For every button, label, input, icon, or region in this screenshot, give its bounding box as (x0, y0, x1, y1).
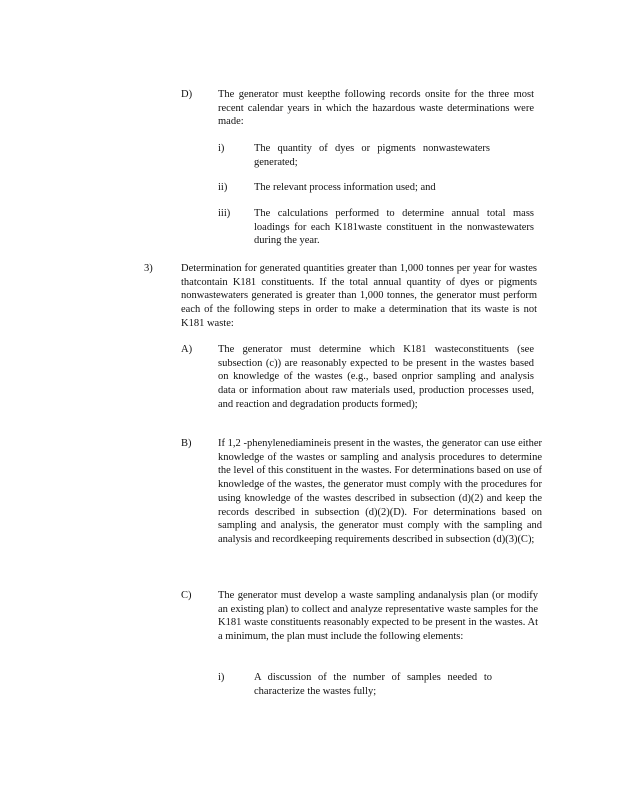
item-label-b: B) (181, 438, 192, 449)
item-text-c: The generator must develop a waste sampling andanalysis plan (or modify an existing plan) to collect and analyze representative waste samples for the K181 waste constituents reasonably expected to be present in the wastes. At a minimum, the plan must include the following elements: (218, 590, 538, 643)
item-label-d: D) (181, 89, 193, 100)
item-text-c-i: A discussion of the number of samples needed to characterize the wastes fully; (254, 672, 492, 697)
item-label-d-i: i) (218, 143, 225, 154)
item-label-d-iii: iii) (218, 208, 231, 219)
item-label-c-i: i) (218, 672, 225, 683)
section-label-3: 3) (144, 263, 153, 274)
item-text-d-i: The quantity of dyes or pigments nonwastewaters generated; (254, 143, 490, 168)
item-text-d: The generator must keepthe following records onsite for the three most recent calendar years in which the hazardous waste determinations were made: (218, 89, 534, 128)
item-label-c: C) (181, 590, 192, 601)
item-label-a: A) (181, 344, 193, 355)
item-text-b: If 1,2 -phenylenediamineis present in the wastes, the generator can use either knowledge of the wastes or sampling and analysis procedures to determine the level of this constituent in the wastes. For determinations based on use of knowledge of the wastes, the generator must comply with the procedures for using knowledge of the wastes described in subsection (d)(2) and keep the records described in subsection (d)(2)(D). For determinations based on sampling and analysis, the generator must comply with the sampling and analysis and recordkeeping requirements described in subsection (d)(3)(C); (218, 438, 542, 545)
section-text-3: Determination for generated quantities greater than 1,000 tonnes per year for wastes thatcontain K181 constituents. If the total annual quantity of dyes or pigments nonwastewaters generated is greater than 1,000 tonnes, the generator must perform each of the following steps in order to make a determination that its waste is not K181 waste: (181, 263, 537, 329)
item-text-d-iii: The calculations performed to determine annual total mass loadings for each K181waste constituent in the nonwastewaters during the year. (254, 208, 534, 247)
item-text-a: The generator must determine which K181 wasteconstituents (see subsection (c)) are reasonably expected to be present in the wastes based on knowledge of the wastes (e.g., based onprior sampling and analysis data or information about raw materials used, production processes used, and reaction and degradation products formed); (218, 344, 534, 410)
item-label-d-ii: ii) (218, 182, 228, 193)
item-text-d-ii: The relevant process information used; and (254, 182, 436, 193)
